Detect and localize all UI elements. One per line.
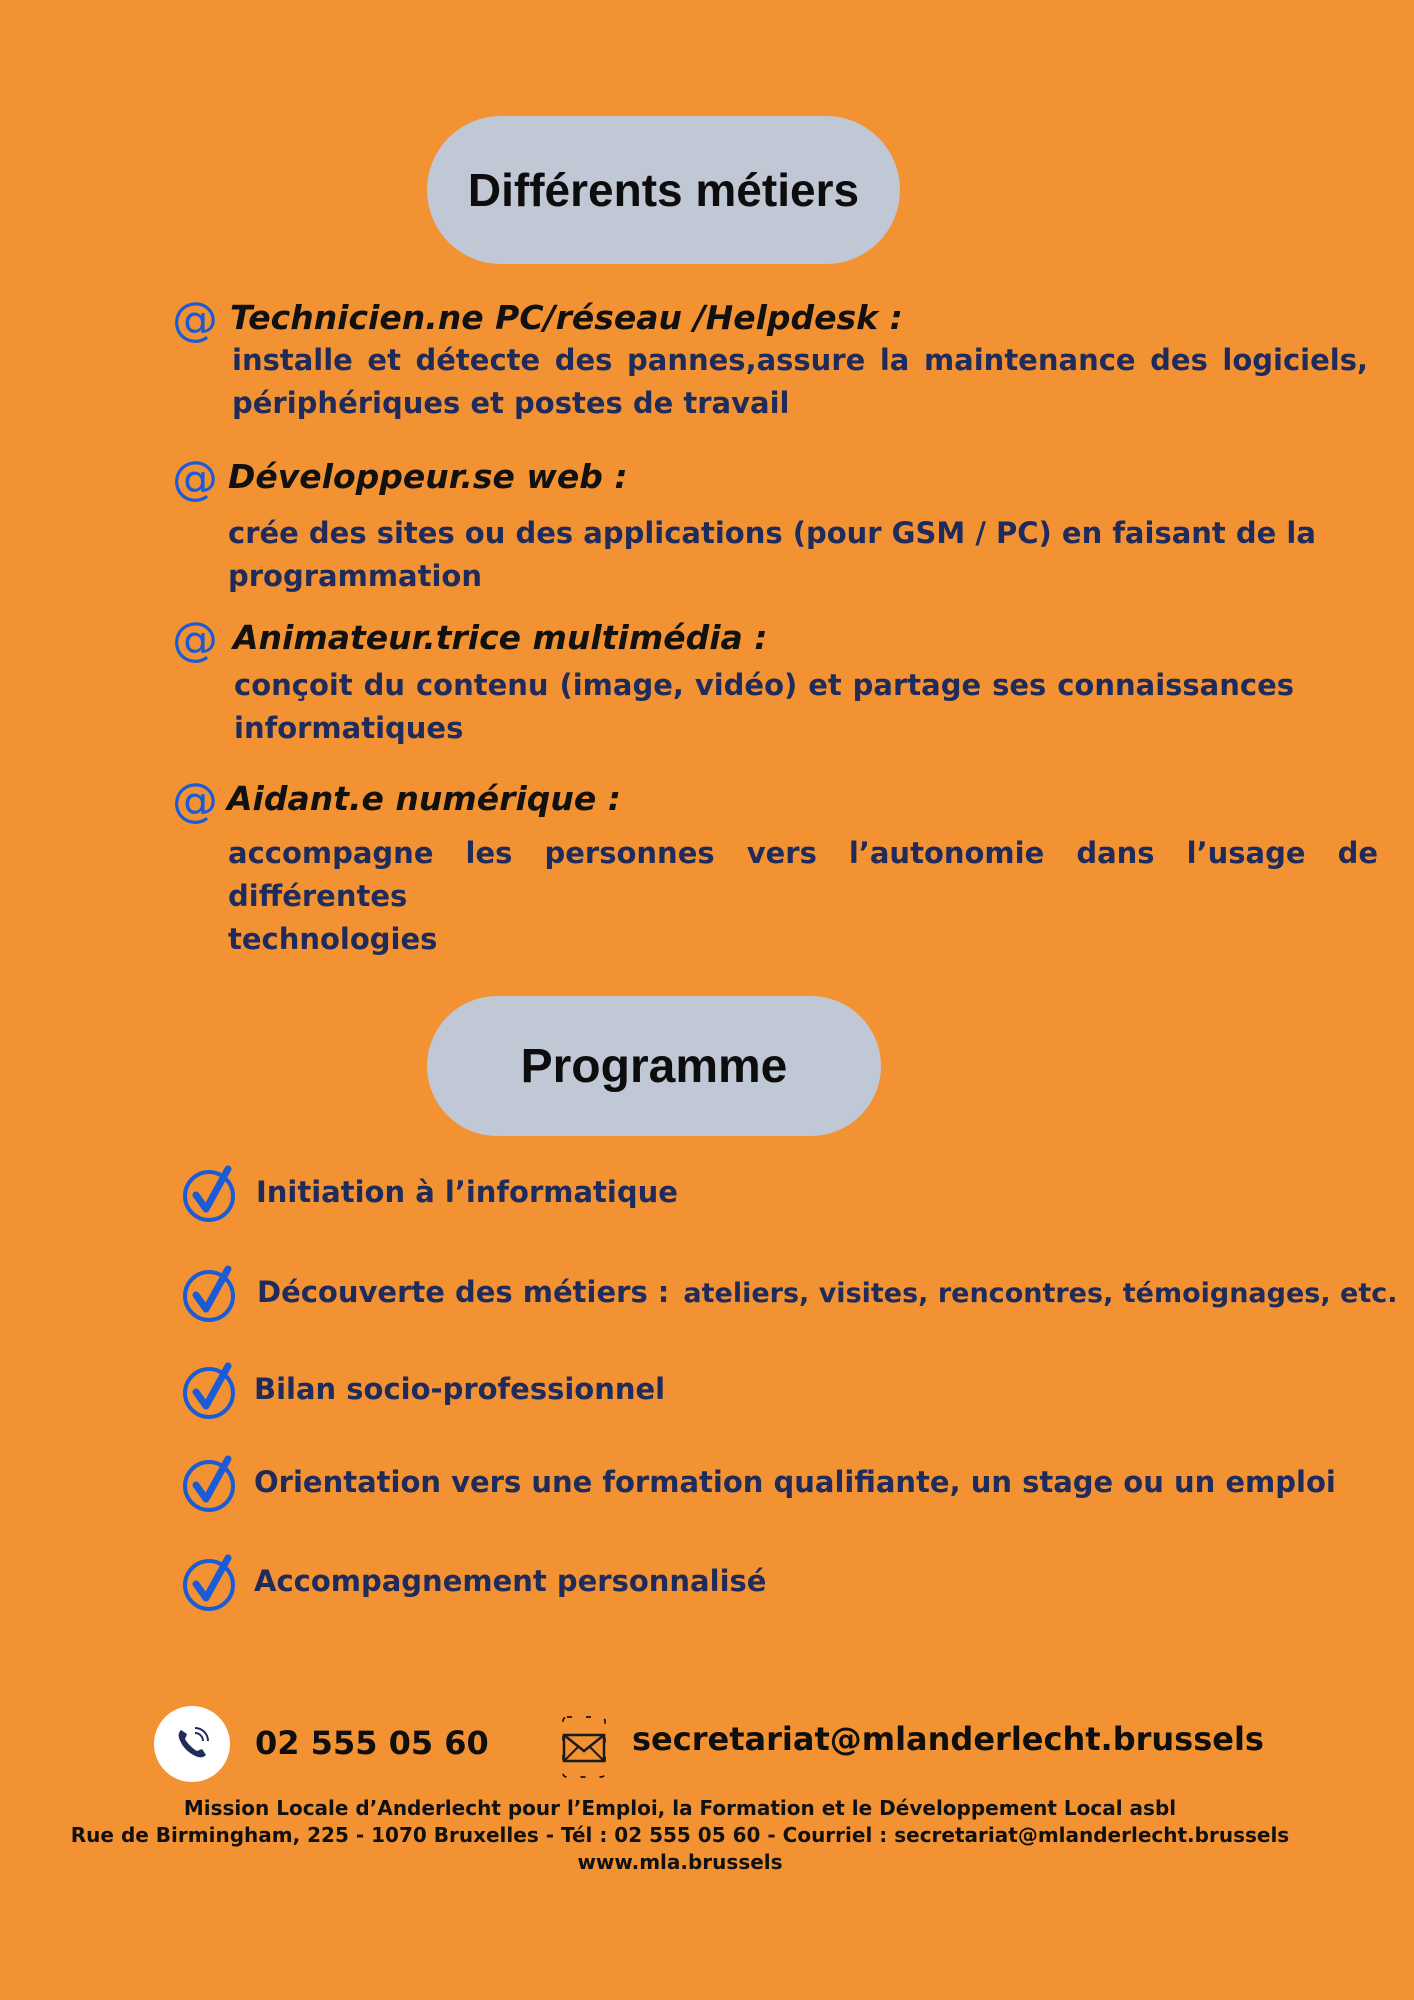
phone-number[interactable]: 02 555 05 60 — [255, 1724, 489, 1762]
at-sign-icon: @ — [172, 773, 218, 827]
programme-label-detail: ateliers, visites, rencontres, témoignages, etc. — [683, 1278, 1398, 1309]
programme-item — [182, 1165, 1402, 1225]
job-item-aidant — [172, 773, 1378, 956]
job-description-line: programmation — [228, 559, 482, 593]
job-description — [234, 664, 1294, 750]
check-circle-icon — [182, 1362, 240, 1420]
check-circle-icon — [182, 1165, 240, 1223]
job-description-line: conçoit du contenu (image, vidéo) et partage ses connaissances — [234, 668, 1294, 702]
job-title: Animateur.trice multimédia : — [233, 618, 768, 657]
email-address[interactable]: secretariat@mlanderlecht.brussels — [632, 1720, 1264, 1758]
job-description — [228, 512, 1363, 598]
job-description-line: périphériques et postes de travail — [232, 386, 790, 420]
programme-label-text: Bilan socio-professionnel — [254, 1372, 666, 1406]
job-description-line: crée des sites ou des applications (pour GSM / PC) en faisant de la — [228, 516, 1316, 550]
programme-label — [254, 1372, 665, 1406]
job-description-line: installe et détecte des pannes,assure la maintenance des logiciels, — [232, 343, 1368, 377]
section-title-metiers: Différents métiers — [427, 116, 900, 264]
footer-website[interactable]: www.mla.brussels — [577, 1850, 783, 1874]
phone-icon — [172, 1724, 212, 1764]
programme-item — [182, 1265, 1402, 1325]
job-title: Développeur.se web : — [228, 457, 628, 496]
programme-label — [254, 1465, 1336, 1499]
programme-label — [254, 1564, 766, 1598]
check-circle-icon — [182, 1554, 240, 1612]
check-circle-icon — [182, 1455, 240, 1513]
at-sign-icon: @ — [172, 612, 218, 666]
check-circle-icon — [182, 1265, 240, 1323]
job-item-animateur — [172, 612, 1342, 756]
footer-address: Rue de Birmingham, 225 - 1070 Bruxelles - Tél : 02 555 05 60 - Courriel : secretariat@mlanderlecht.brussels — [70, 1823, 1290, 1847]
job-description — [228, 832, 1378, 961]
envelope-icon — [546, 1714, 622, 1780]
email-button[interactable] — [546, 1714, 622, 1780]
job-title: Technicien.ne PC/réseau /Helpdesk : — [230, 298, 903, 337]
programme-item — [182, 1554, 1402, 1614]
job-title: Aidant.e numérique : — [227, 779, 621, 818]
job-item-technicien — [172, 292, 1368, 426]
footer-organisation: Mission Locale d’Anderlecht pour l’Emploi, la Formation et le Développement Local asbl — [183, 1796, 1177, 1820]
job-description-line: technologies — [228, 922, 438, 956]
job-description — [232, 339, 1368, 425]
programme-label — [257, 1275, 1398, 1309]
programme-label-text: Découverte des métiers : — [257, 1275, 670, 1309]
phone-button[interactable] — [154, 1706, 230, 1782]
job-description-line: informatiques — [234, 711, 464, 745]
programme-label — [256, 1175, 678, 1209]
job-item-developpeur — [172, 451, 1342, 595]
programme-label-text: Initiation à l’informatique — [256, 1175, 678, 1209]
section-title-programme: Programme — [427, 996, 881, 1136]
programme-label-text: Orientation vers une formation qualifiante, un stage ou un emploi — [254, 1465, 1336, 1499]
programme-item — [182, 1455, 1402, 1515]
programme-label-text: Accompagnement personnalisé — [254, 1564, 767, 1598]
job-description-line: accompagne les personnes vers l’autonomie dans l’usage de différentes — [228, 836, 1378, 913]
at-sign-icon: @ — [172, 451, 218, 505]
at-sign-icon: @ — [172, 292, 218, 346]
programme-item — [182, 1362, 1402, 1422]
